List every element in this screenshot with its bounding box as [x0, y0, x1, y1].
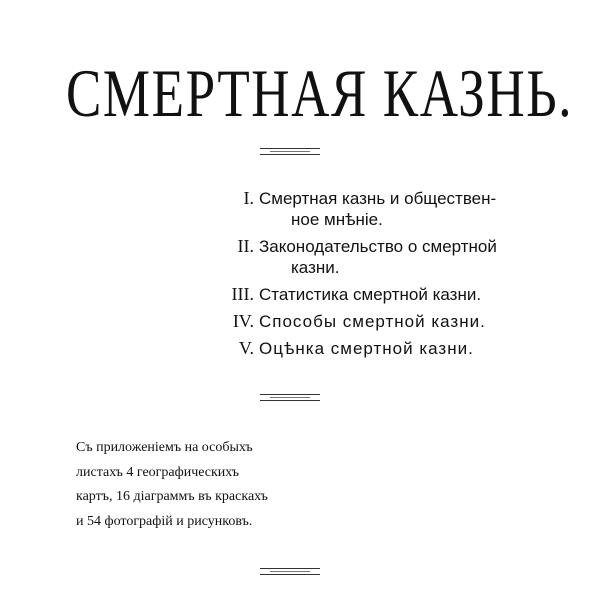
toc-entry [196, 188, 556, 230]
note-line: Съ приложеніемъ на особыхъ [76, 440, 253, 455]
note-line: картъ, 16 діаграммъ въ краскахъ [76, 489, 268, 504]
toc-text-continued: ное мнѣніе. [291, 210, 383, 229]
toc-entry [196, 236, 556, 278]
toc-numeral: IV. [232, 311, 254, 331]
divider [260, 394, 320, 401]
toc-text: Статистика смертной казни. [259, 285, 482, 304]
toc-numeral: III. [231, 284, 254, 304]
divider [260, 568, 320, 575]
toc-entry [196, 284, 556, 305]
toc-numeral: II. [237, 236, 254, 256]
table-of-contents [196, 188, 556, 365]
toc-numeral: I. [243, 188, 254, 208]
toc-text: Законодательство о смертной [259, 237, 497, 256]
toc-entry [196, 338, 556, 359]
toc-text: Оцѣнка смертной казни. [259, 339, 474, 358]
toc-text-continued: казни. [291, 258, 340, 277]
toc-text: Смертная казнь и обществен- [259, 189, 497, 208]
toc-entry [196, 311, 556, 332]
note-line: листахъ 4 географическихъ [76, 464, 240, 480]
note-line: и 54 фотографій и рисунковъ. [76, 513, 253, 529]
divider [260, 148, 320, 155]
toc-numeral: V. [238, 338, 254, 358]
toc-text: Способы смертной казни. [259, 312, 486, 331]
book-title: СМЕРТНАЯ КАЗНЬ. [66, 55, 574, 131]
supplement-note [76, 436, 326, 534]
